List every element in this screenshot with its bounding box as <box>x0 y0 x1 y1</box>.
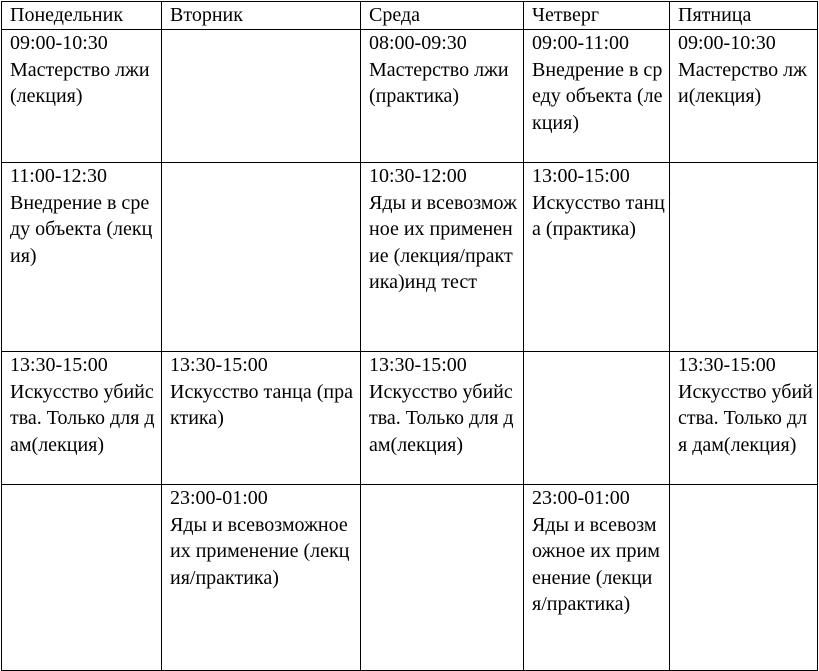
cell-time: 09:00-11:00 <box>532 32 630 54</box>
schedule-cell <box>2 352 162 485</box>
schedule-cell <box>670 352 818 485</box>
schedule-cell <box>2 30 162 163</box>
cell-subject: Искусство убийства. Только для дам(лекция) <box>10 380 155 456</box>
schedule-cell <box>524 163 670 352</box>
header-row <box>2 2 818 30</box>
cell-time: 13:30-15:00 <box>678 354 776 376</box>
cell-time: 13:30-15:00 <box>369 354 467 376</box>
cell-subject: Искусство танца (практика) <box>532 191 665 241</box>
schedule-cell <box>2 485 162 671</box>
cell-subject: Мастерство лжи(лекция) <box>678 58 807 108</box>
schedule-cell <box>670 485 818 671</box>
schedule-cell <box>524 30 670 163</box>
cell-subject: Яды и всевозможное их применение (лекция/практика) <box>532 513 660 616</box>
schedule-cell <box>670 30 818 163</box>
cell-time: 23:00-01:00 <box>532 487 630 509</box>
table-row <box>2 30 818 163</box>
cell-time: 10:30-12:00 <box>369 165 467 187</box>
cell-time: 23:00-01:00 <box>170 487 268 509</box>
schedule-cell <box>361 352 524 485</box>
schedule-cell <box>670 163 818 352</box>
header-tuesday: Вторник <box>162 2 361 30</box>
cell-time: 13:30-15:00 <box>10 354 108 376</box>
schedule-cell <box>2 163 162 352</box>
cell-subject: Внедрение в среду объекта (лекция) <box>10 191 153 267</box>
cell-time: 08:00-09:30 <box>369 32 467 54</box>
schedule-cell <box>361 485 524 671</box>
schedule-cell <box>361 163 524 352</box>
header-monday: Понедельник <box>2 2 162 30</box>
cell-subject: Искусство убийства. Только для дам(лекция) <box>369 380 514 456</box>
cell-time: 11:00-12:30 <box>10 165 108 187</box>
header-thursday: Четверг <box>524 2 670 30</box>
header-wednesday: Среда <box>361 2 524 30</box>
schedule-table <box>1 1 818 671</box>
cell-time: 13:30-15:00 <box>170 354 268 376</box>
cell-subject: Яды и всевозможное их применение (лекция/практика)инд тест <box>369 191 517 294</box>
schedule-cell <box>524 485 670 671</box>
schedule-cell <box>162 485 361 671</box>
table-row <box>2 352 818 485</box>
schedule-cell <box>361 30 524 163</box>
schedule-cell <box>162 30 361 163</box>
schedule-cell <box>162 163 361 352</box>
schedule-cell <box>524 352 670 485</box>
cell-time: 09:00-10:30 <box>10 32 108 54</box>
cell-subject: Мастерство лжи (практика) <box>369 58 509 108</box>
cell-time: 09:00-10:30 <box>678 32 776 54</box>
cell-subject: Мастерство лжи(лекция) <box>10 58 150 108</box>
cell-time: 13:00-15:00 <box>532 165 630 187</box>
cell-subject: Искусство убийства. Только для дам(лекция) <box>678 380 813 456</box>
cell-subject: Яды и всевозможное их применение (лекция/практика) <box>170 513 350 589</box>
table-row <box>2 485 818 671</box>
cell-subject: Искусство танца (практика) <box>170 380 353 430</box>
schedule-cell <box>162 352 361 485</box>
header-friday: Пятница <box>670 2 818 30</box>
cell-subject: Внедрение в среду объекта (лекция) <box>532 58 663 134</box>
table-row <box>2 163 818 352</box>
